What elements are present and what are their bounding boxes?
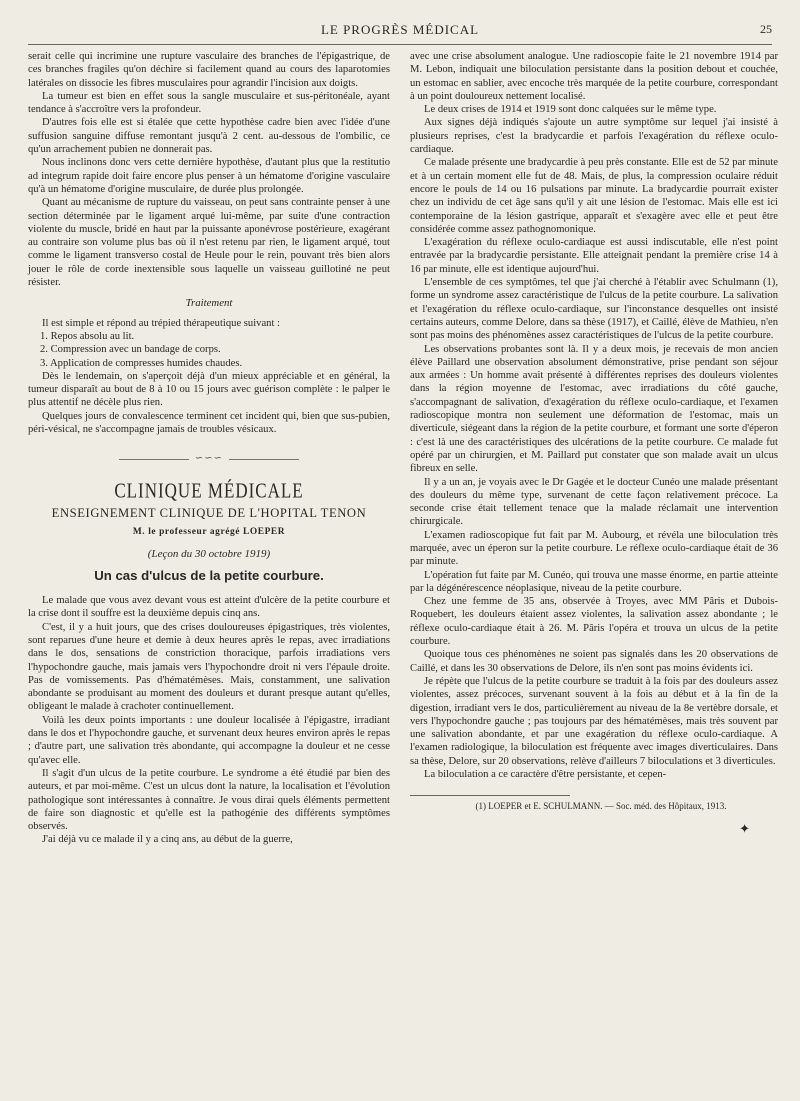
page-number: 25 (760, 22, 772, 36)
paragraph: Chez une femme de 35 ans, observée à Troyes, avec MM Pâris et Dubois-Roquebert, les douleurs étaient assez violentes, la salivation assez abondante ; le réflexe oculo-cardiaque était à 26. M. Pâris l'opéra et trouva un ulcus de la petite courbure. (410, 596, 778, 648)
section-ornament: ∽∽∽ (28, 452, 390, 465)
paragraph: D'autres fois elle est si étalée que cette hypothèse cadre bien avec l'idée d'une suffusion sanguine diffuse remontant jusqu'à 2 cent. au-dessous de l'ombilic, ce qu'un arrachement pubien ne donnerait pas. (28, 117, 390, 156)
paragraph: L'ensemble de ces symptômes, tel que j'ai cherché à l'établir avec Schulmann (1), forme un syndrome assez caractéristique de l'ulcus de la petite courbure. La salivation et l'exagération du réflexe oculo-cardiaque, sur l'inconstance desquelles ont insisté certains auteurs, comme Delore, dans sa thèse (1917), et Caillé, élève de Mathieu, n'en sont pas moins des phénomènes assez caractéristiques de l'ulcus de la petite courbure. (410, 277, 778, 342)
paragraph: Dès le lendemain, on s'aperçoit déjà d'un mieux appréciable et en général, la tumeur disparaît au bout de 8 à 10 ou 15 jours avec guérison complète : le palper le plus attentif ne décèle plus rien. (28, 370, 390, 409)
list-item: 1. Repos absolu au lit. (40, 330, 135, 342)
paragraph: Il s'agit d'un ulcus de la petite courbure. Le syndrome a été étudié par bien des auteurs, et par moi-même. C'est un ulcus dont la nature, la localisation et l'évolution pathologique sont intéressantes à connaître. Je vous dirai quels éléments permettent de faire son diagnostic et qu'elle est la pathogénie des différents symptômes observés. (28, 767, 390, 833)
paragraph: serait celle qui incrimine une rupture vasculaire des branches de l'épigastrique, de ces branches fragiles qu'on déchire si facilement quand au cours des laparotomies latérales on dissocie les fibres musculaires pour agrandir l'incision aux doigts. (28, 51, 390, 89)
paragraph: Quoique tous ces phénomènes ne soient pas signalés dans les 20 observations de Caillé, et dans les 30 observations de Delore, ils n'en sont pas moins évidents ici. (410, 649, 778, 674)
list-item: 2. Compression avec un bandage de corps. (40, 344, 221, 356)
paragraph: avec une crise absolument analogue. Une radioscopie faite le 21 novembre 1914 par M. Lebon, indiquait une biloculation persistante dans la position debout et couchée, un estomac en sablier, avec encoche très marquée de la petite courbure, correspondant à un point douloureux nettement localisé. (410, 51, 778, 102)
paragraph: C'est, il y a huit jours, que des crises douloureuses épigastriques, très violentes, sont reparues d'une heure et demie à deux heures après le repas, avec irradiations dans le dos, sensations de constriction thoracique, parfois irradiations vers l'hypochondre gauche, mais jamais vers l'hypochondre droit ni vers l'épaule droite. Pas de vomissements. Pas d'hématémèses. Mais, constamment, une salivation abondante se produisant au moment des douleurs et durant presque autant qu'elles, obligeant le malade à crachoter continuellement. (28, 621, 390, 713)
left-column (28, 50, 390, 847)
right-column (410, 50, 778, 835)
footnote-rule (410, 795, 570, 796)
paragraph: Quant au mécanisme de rupture du vaisseau, on peut sans contrainte penser à une section déterminée par le ligament arqué lui-même, par suite d'une contraction violente du muscle, bridé en haut par la puissante aponévrose postérieure, exagérant au contraire son volume plus bas où il n'est retenu par rien, le ligament arqué, tout comme le ligament transverso costal de Heule pour le rein, pouvant très bien alors jouer le rôle de corde inextensible sous laquelle un vaisseau guillotiné ne peut résister. (28, 197, 390, 289)
paragraph: La tumeur est bien en effet sous la sangle musculaire et sus-péritonéale, ayant tendance à s'accroître vers la profondeur. (28, 90, 390, 116)
list-item: 3. Application de compresses humides chaudes. (40, 357, 243, 369)
paragraph: Le deux crises de 1914 et 1919 sont donc calquées sur le même type. (424, 104, 717, 116)
lecture-date: (Leçon du 30 octobre 1919) (147, 547, 271, 560)
paragraph: Ce malade présente une bradycardie à peu près constante. Elle est de 52 par minute et à un certain moment elle fut de 48. Mais, de plus, la compression oculaire réduit encore le pouls de 14 ou 16 pulsations par minute. La bradycardie pourrait exister chez un individu de cet âge sans qu'il y ait une lésion de l'estomac. Mais elle est ici contemporaine de la lésion gastrique, apparaît et s'exagère avec elle et peut être considérée comme assez pathognomonique. (410, 157, 778, 235)
section-title: CLINIQUE MÉDICALE (114, 478, 304, 502)
paragraph: Voilà les deux points importants : une douleur localisée à l'épigastre, irradiant dans le dos et l'hypochondre gauche, et survenant deux heures environ après le repas ; d'autre part, une salivation très abondante, qui accompagne la douleur et ne cesse qu'avec elle. (28, 714, 390, 766)
running-head (28, 22, 772, 45)
paragraph: L'examen radioscopique fut fait par M. Aubourg, et révéla une biloculation très marquée, avec un éperon sur la petite courbure. Le réflexe oculo-cardiaque était de 36 par minute. (410, 529, 778, 568)
paragraph: Il y a un an, je voyais avec le Dr Gagée et le docteur Cunéo une malade présentant des douleurs du même type, survenant de cette façon relativement précoce. La seconde crise était tellement tenace que la malade réclamait une intervention chirurgicale. (410, 476, 778, 528)
treatment-list (28, 330, 390, 370)
paragraph: La biloculation a ce caractère d'être persistante, et cepen- (424, 769, 667, 781)
paragraph: Quelques jours de convalescence terminent cet incident qui, bien que sus-pubien, péri-vésical, ne s'accompagne jamais de troubles vésicaux. (28, 410, 390, 436)
paragraph: L'opération fut faite par M. Cunéo, qui trouva une masse énorme, en partie atteinte par la dégénérescence néoplasique, niveau de la petite courbure. (410, 569, 778, 594)
footnote: (1) LOEPER et E. SCHULMANN. — Soc. méd. des Hôpitaux, 1913. (475, 801, 727, 812)
paragraph: J'ai déjà vu ce malade il y a cinq ans, au début de la guerre, (42, 834, 293, 846)
paragraph: Le malade que vous avez devant vous est atteint d'ulcère de la petite courbure et la crise dont il souffre est la deuxième depuis cinq ans. (28, 595, 390, 620)
end-ornament-icon: ✦ (739, 820, 750, 836)
paragraph: Les observations probantes sont là. Il y a deux mois, je recevais de mon ancien élève Paillard une observation absolument démonstrative, prise pendant son séjour aux armées : Un homme avait présenté à différentes reprises des douleurs violentes dans la région moyenne de l'estomac, avec irradiations du côté gauche, s'accompagnant de salivation, d'exagération du réflexe oculo-cardiaque, et l'examen radioscopique montra non seulement une déformation de l'estomac, mais un diverticule, siégeant dans la région de la petite courbure, et formant une sorte d'éperon : c'est là une des caractéristiques des ulcérations de la petite courbure. Ce malade fut opéré par un chirurgien, et M. Paillard put constater que son malade avait un ulcus fibreux en selle. (410, 343, 778, 475)
treatment-heading: Traitement (185, 297, 233, 310)
article-title: Un cas d'ulcus de la petite courbure. (94, 567, 324, 583)
paragraph: Nous inclinons donc vers cette dernière hypothèse, d'autant plus que la restitutio ad integrum rapide doit faire encore plus penser à un hématome d'origine vasculaire qu'à un hématome d'origine musculaire, de durée plus prolongée. (28, 157, 390, 195)
paragraph: L'exagération du réflexe oculo-cardiaque est aussi indiscutable, elle n'est point entravée par la bradycardie persistante. Elle atteignait pendant la première crise 14 à 16 par minute, elle est identique aujourd'hui. (410, 237, 778, 275)
paragraph: Aux signes déjà indiqués s'ajoute un autre symptôme sur lequel j'ai insisté à plusieurs reprises, c'est la bradycardie et parfois l'exagération du réflexe oculo-cardiaque. (410, 117, 778, 156)
author-line: M. le professeur agrégé LOEPER (132, 527, 286, 538)
journal-title: LE PROGRÈS MÉDICAL (320, 22, 480, 37)
section-subtitle: ENSEIGNEMENT CLINIQUE DE L'HOPITAL TENON (51, 505, 367, 520)
treatment-intro: Il est simple et répond au trépied thérapeutique suivant : (42, 317, 280, 329)
paragraph: Je répète que l'ulcus de la petite courbure se traduit à la fois par des douleurs assez violentes, assez précoces, survenant souvent à la fois au début et à la fin de la digestion, irradiant vers le dos, particulièrement au niveau de la 8e vertèbre dorsale, et vers l'hypochondre gauche ; pas toujours par des hématémèses, mais très souvent par une salivation abondante, et par une exagération du réflexe oculo-cardiaque. A l'examen radiologique, la biloculation est fréquente avec images diverticulaires. Dans sa thèse, Delore, sur 20 observations, relève d'ailleurs 7 biloculations et 3 diverticules. (410, 675, 778, 767)
